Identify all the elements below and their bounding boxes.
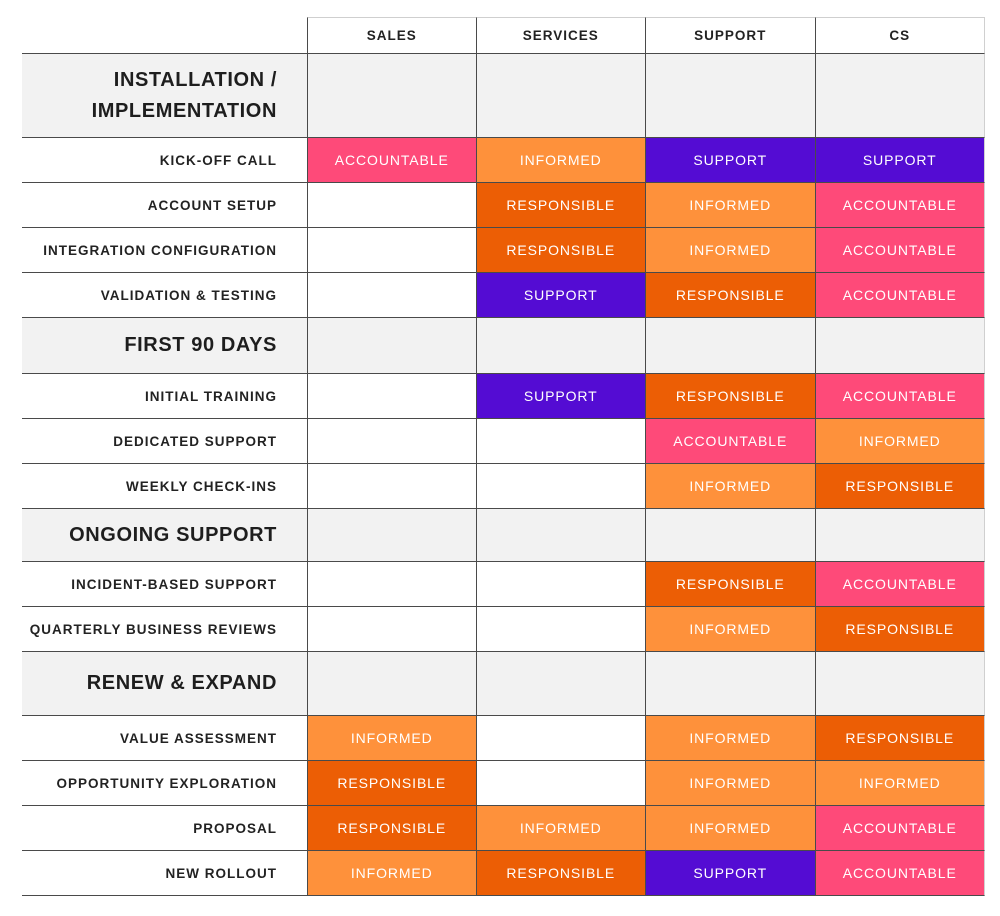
role-cell-sales: [307, 464, 477, 509]
task-name: NEW ROLLOUT: [22, 851, 307, 896]
task-row-integration-configuration: [22, 228, 985, 273]
role-cell-sales: [307, 183, 477, 228]
role-cell-services: RESPONSIBLE: [477, 851, 647, 896]
role-cell-services: SUPPORT: [477, 374, 647, 419]
section-title: [22, 54, 307, 138]
role-cell-services: RESPONSIBLE: [477, 228, 647, 273]
matrix-body: [22, 54, 985, 896]
role-cell-cs: RESPONSIBLE: [816, 464, 986, 509]
section-title-line: RENEW & EXPAND: [86, 672, 277, 694]
section-title-line: INSTALLATION /: [113, 68, 277, 91]
section-cell-support: [646, 54, 816, 138]
role-cell-sales: ACCOUNTABLE: [307, 138, 477, 183]
role-cell-services: RESPONSIBLE: [477, 183, 647, 228]
role-cell-support: RESPONSIBLE: [646, 562, 816, 607]
section-cell-services: [477, 318, 647, 374]
role-cell-cs: ACCOUNTABLE: [816, 806, 986, 851]
section-cell-cs: [816, 652, 986, 716]
task-name: VALIDATION & TESTING: [22, 273, 307, 318]
role-cell-cs: INFORMED: [816, 761, 986, 806]
section-cell-cs: [816, 318, 986, 374]
task-name: INTEGRATION CONFIGURATION: [22, 228, 307, 273]
section-row-renew-expand: [22, 652, 985, 716]
task-name: ACCOUNT SETUP: [22, 183, 307, 228]
section-cell-sales: [307, 54, 477, 138]
section-title: [22, 652, 307, 716]
role-cell-support: INFORMED: [646, 716, 816, 761]
column-header-services: SERVICES: [477, 17, 647, 54]
task-row-dedicated-support: [22, 419, 985, 464]
role-cell-cs: INFORMED: [816, 419, 986, 464]
task-row-opportunity-exploration: [22, 761, 985, 806]
section-title-line: FIRST 90 DAYS: [124, 334, 277, 356]
section-cell-support: [646, 509, 816, 562]
role-cell-sales: [307, 228, 477, 273]
role-cell-sales: [307, 562, 477, 607]
role-cell-support: INFORMED: [646, 228, 816, 273]
header-row: [22, 17, 985, 54]
role-cell-cs: ACCOUNTABLE: [816, 183, 986, 228]
section-row-installation-implementation: [22, 54, 985, 138]
role-cell-sales: RESPONSIBLE: [307, 806, 477, 851]
role-cell-services: INFORMED: [477, 806, 647, 851]
role-cell-sales: [307, 374, 477, 419]
section-cell-support: [646, 652, 816, 716]
section-cell-sales: [307, 652, 477, 716]
role-cell-services: SUPPORT: [477, 273, 647, 318]
role-cell-support: RESPONSIBLE: [646, 273, 816, 318]
task-row-initial-training: [22, 374, 985, 419]
role-cell-cs: RESPONSIBLE: [816, 716, 986, 761]
role-cell-sales: RESPONSIBLE: [307, 761, 477, 806]
task-row-incident-based-support: [22, 562, 985, 607]
role-cell-services: INFORMED: [477, 138, 647, 183]
section-title: [22, 509, 307, 562]
task-name: WEEKLY CHECK-INS: [22, 464, 307, 509]
role-cell-sales: [307, 607, 477, 652]
role-cell-cs: ACCOUNTABLE: [816, 562, 986, 607]
role-cell-support: ACCOUNTABLE: [646, 419, 816, 464]
column-header-cs: CS: [816, 17, 986, 54]
role-cell-sales: INFORMED: [307, 716, 477, 761]
task-row-weekly-check-ins: [22, 464, 985, 509]
role-cell-support: INFORMED: [646, 806, 816, 851]
task-name: DEDICATED SUPPORT: [22, 419, 307, 464]
section-cell-support: [646, 318, 816, 374]
section-row-first-90-days: [22, 318, 985, 374]
section-row-ongoing-support: [22, 509, 985, 562]
section-cell-services: [477, 652, 647, 716]
role-cell-support: RESPONSIBLE: [646, 374, 816, 419]
role-cell-cs: ACCOUNTABLE: [816, 273, 986, 318]
column-header-sales: SALES: [307, 17, 477, 54]
role-cell-support: INFORMED: [646, 607, 816, 652]
task-row-account-setup: [22, 183, 985, 228]
role-cell-support: SUPPORT: [646, 851, 816, 896]
role-cell-services: [477, 562, 647, 607]
role-cell-cs: RESPONSIBLE: [816, 607, 986, 652]
task-row-new-rollout: [22, 851, 985, 896]
task-row-proposal: [22, 806, 985, 851]
section-title-line: IMPLEMENTATION: [91, 99, 277, 122]
task-row-kick-off-call: [22, 138, 985, 183]
task-row-quarterly-business-reviews: [22, 607, 985, 652]
column-header-support: SUPPORT: [646, 17, 816, 54]
task-name: QUARTERLY BUSINESS REVIEWS: [22, 607, 307, 652]
header-corner: [22, 17, 307, 54]
section-cell-cs: [816, 509, 986, 562]
role-cell-support: INFORMED: [646, 464, 816, 509]
section-cell-cs: [816, 54, 986, 138]
role-cell-services: [477, 419, 647, 464]
task-row-value-assessment: [22, 716, 985, 761]
role-cell-services: [477, 761, 647, 806]
task-name: VALUE ASSESSMENT: [22, 716, 307, 761]
role-cell-support: INFORMED: [646, 183, 816, 228]
task-name: OPPORTUNITY EXPLORATION: [22, 761, 307, 806]
section-title: [22, 318, 307, 374]
section-cell-sales: [307, 509, 477, 562]
role-cell-cs: ACCOUNTABLE: [816, 374, 986, 419]
role-cell-cs: ACCOUNTABLE: [816, 851, 986, 896]
role-cell-cs: SUPPORT: [816, 138, 986, 183]
task-name: INITIAL TRAINING: [22, 374, 307, 419]
task-name: INCIDENT-BASED SUPPORT: [22, 562, 307, 607]
role-cell-sales: [307, 419, 477, 464]
role-cell-sales: INFORMED: [307, 851, 477, 896]
role-cell-support: SUPPORT: [646, 138, 816, 183]
section-cell-services: [477, 509, 647, 562]
role-cell-services: [477, 464, 647, 509]
role-cell-services: [477, 607, 647, 652]
section-cell-sales: [307, 318, 477, 374]
section-cell-services: [477, 54, 647, 138]
section-title-line: ONGOING SUPPORT: [69, 523, 277, 546]
role-cell-cs: ACCOUNTABLE: [816, 228, 986, 273]
role-cell-sales: [307, 273, 477, 318]
role-cell-support: INFORMED: [646, 761, 816, 806]
role-cell-services: [477, 716, 647, 761]
task-name: PROPOSAL: [22, 806, 307, 851]
task-row-validation-testing: [22, 273, 985, 318]
raci-matrix: [22, 17, 985, 899]
task-name: KICK-OFF CALL: [22, 138, 307, 183]
